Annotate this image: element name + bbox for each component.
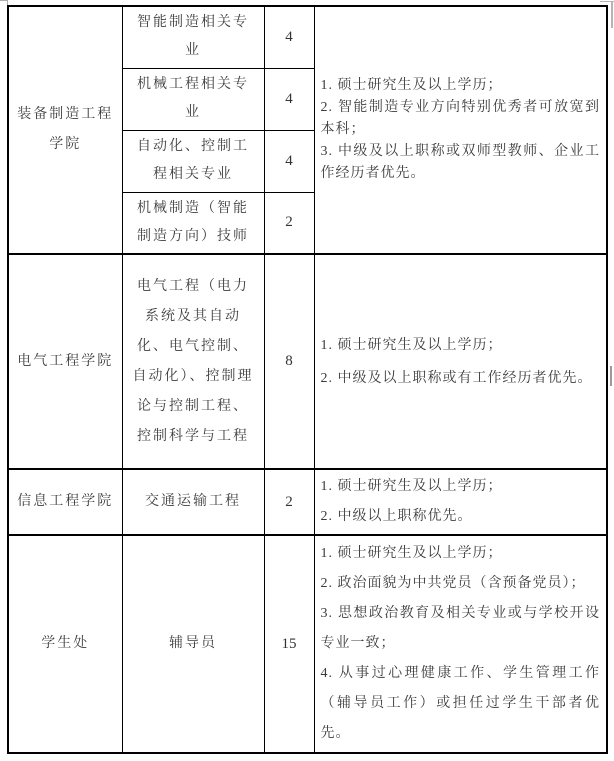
requirement-item: 2. 政治面貌为中共党员（含预备党员）； [320, 576, 586, 591]
table-row [8, 535, 607, 753]
count-cell: 4 [264, 68, 314, 130]
department-cell: 学生处 [8, 535, 122, 753]
count-cell: 4 [264, 6, 314, 68]
major-cell: 自动化、控制工程相关专业 [122, 130, 264, 192]
major-cell: 电气工程（电力系统及其自动化、电气控制、自动化）、控制理论与控制工程、控制科学与工程 [122, 254, 264, 469]
major-cell: 辅导员 [122, 535, 264, 753]
department-cell: 装备制造工程学院 [8, 6, 122, 254]
count-cell: 2 [264, 469, 314, 535]
requirement-item: 2. 智能制造专业方向特别优秀者可放宽到本科； [320, 100, 600, 137]
container-edge-artifact [610, 366, 612, 386]
count-cell: 8 [264, 254, 314, 469]
requirement-item: 1. 硕士研究生及以上学历； [320, 479, 503, 494]
department-cell: 信息工程学院 [8, 469, 122, 535]
requirements-cell [314, 254, 607, 469]
count-cell: 15 [264, 535, 314, 753]
major-cell: 机械制造（智能制造方向）技师 [122, 192, 264, 254]
major-cell: 智能制造相关专业 [122, 6, 264, 68]
requirement-item: 4. 从事过心理健康工作、学生管理工作（辅导员工作）或担任过学生干部者优先。 [320, 666, 600, 741]
requirement-item: 3. 思想政治教育及相关专业或与学校开设专业一致； [320, 606, 600, 651]
container-corner-artifact [611, 1, 613, 28]
count-cell: 4 [264, 130, 314, 192]
requirement-item: 3. 中级及以上职称或双师型教师、企业工作经历者优先。 [320, 144, 600, 181]
table-row [8, 469, 607, 535]
count-cell: 2 [264, 192, 314, 254]
requirement-item: 1. 硕士研究生及以上学历； [320, 78, 503, 93]
recruitment-table [7, 5, 608, 754]
requirements-cell [314, 6, 607, 254]
department-cell: 电气工程学院 [8, 254, 122, 469]
major-cell: 交通运输工程 [122, 469, 264, 535]
requirement-item: 2. 中级以上职称优先。 [320, 509, 473, 524]
table-row [8, 6, 607, 68]
requirements-cell [314, 469, 607, 535]
table-row [8, 254, 607, 469]
requirements-cell [314, 535, 607, 753]
requirement-item: 1. 硕士研究生及以上学历； [320, 546, 503, 561]
major-cell: 机械工程相关专业 [122, 68, 264, 130]
requirement-item: 2. 中级及以上职称或有工作经历者优先。 [320, 370, 593, 386]
requirement-item: 1. 硕士研究生及以上学历； [320, 337, 503, 353]
